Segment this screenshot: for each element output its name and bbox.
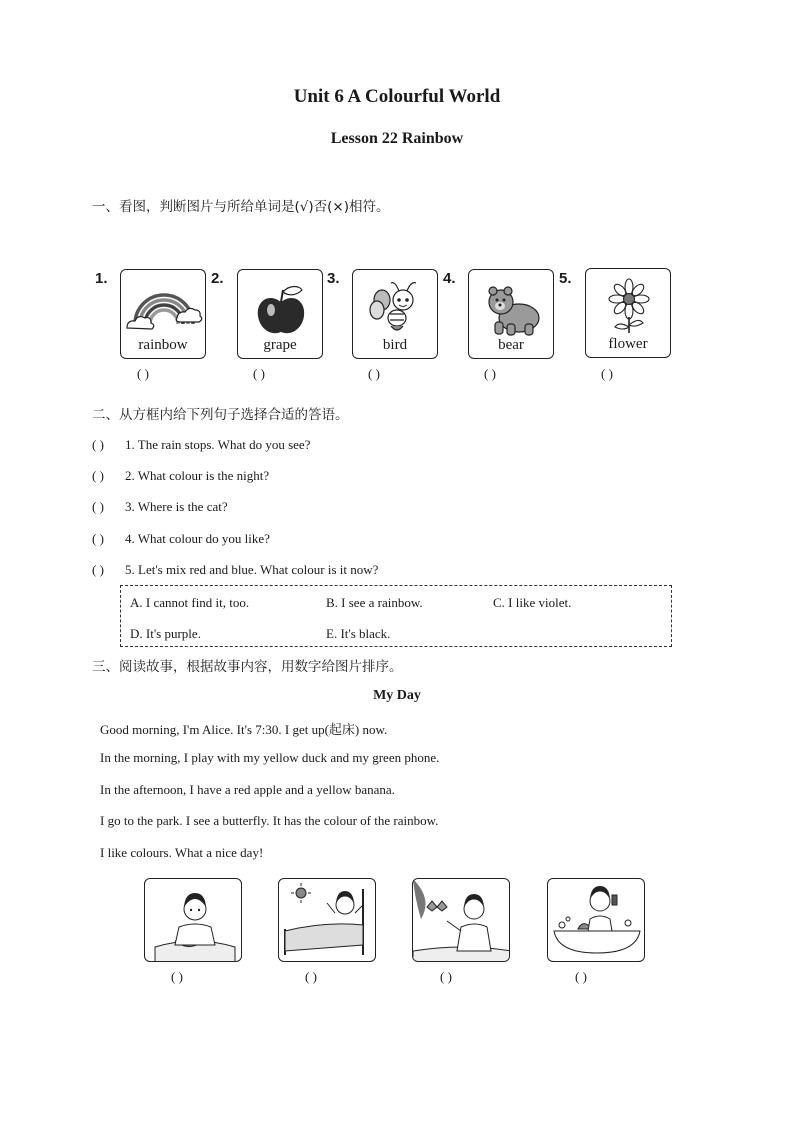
option-b: B. I see a rainbow. — [326, 595, 423, 610]
item-number: 4. — [443, 270, 456, 287]
option-a: A. I cannot find it, too. — [130, 595, 250, 610]
question-line — [92, 531, 270, 547]
scene-blank[interactable]: ( ) — [171, 969, 183, 984]
picture-word: grape — [263, 337, 297, 353]
picture-card-bear — [468, 269, 554, 359]
scene-picture — [144, 878, 242, 962]
item-number: 5. — [559, 270, 572, 287]
section1-heading: 一、看图，判断图片与所给单词是(√)否(×)相符。 — [92, 199, 390, 215]
picture-word: flower — [608, 336, 648, 352]
question-line — [92, 437, 310, 453]
answer-blank[interactable]: ( ) — [137, 366, 149, 381]
answer-blank[interactable]: ( ) — [601, 366, 613, 381]
picture-word: rainbow — [138, 337, 188, 353]
question-text: 3. Where is the cat? — [125, 499, 228, 514]
picture-word: bear — [498, 337, 524, 353]
option-c: C. I like violet. — [493, 595, 572, 610]
scene-blank[interactable]: ( ) — [440, 969, 452, 984]
girl-with-butterfly-icon — [413, 879, 510, 962]
picture-card-bird — [352, 269, 438, 359]
scene-blank[interactable]: ( ) — [575, 969, 587, 984]
item-number: 2. — [211, 270, 224, 287]
option-e: E. It's black. — [326, 626, 391, 641]
answer-blank[interactable]: ( ) — [92, 531, 104, 546]
girl-waking-up-in-bed-icon — [279, 879, 376, 962]
picture-card-grape — [237, 269, 323, 359]
section3-heading: 三、阅读故事，根据故事内容，用数字给图片排序。 — [92, 659, 403, 675]
scene-picture — [278, 878, 376, 962]
girl-playing-with-duck-and-phone-icon — [548, 879, 645, 962]
answer-blank[interactable]: ( ) — [368, 366, 380, 381]
girl-eating-banana-icon — [145, 879, 242, 962]
scene-blank[interactable]: ( ) — [305, 969, 317, 984]
scene-picture — [547, 878, 645, 962]
item-number: 3. — [327, 270, 340, 287]
item-number: 1. — [95, 270, 108, 287]
picture-card-flower — [585, 268, 671, 358]
question-line — [92, 562, 378, 578]
question-line — [92, 499, 228, 515]
section2-heading: 二、从方框内给下列句子选择合适的答语。 — [92, 407, 349, 423]
answer-blank[interactable]: ( ) — [92, 437, 104, 452]
picture-word: bird — [382, 337, 408, 353]
question-text: 1. The rain stops. What do you see? — [125, 437, 311, 452]
question-text: 2. What colour is the night? — [125, 468, 270, 483]
story-line: In the afternoon, I have a red apple and a yellow banana. — [100, 782, 395, 797]
answer-blank[interactable]: ( ) — [253, 366, 265, 381]
answer-blank[interactable]: ( ) — [92, 562, 104, 577]
story-title: My Day — [373, 688, 421, 703]
story-line: I like colours. What a nice day! — [100, 845, 264, 860]
answer-blank[interactable]: ( ) — [484, 366, 496, 381]
scene-picture — [412, 878, 510, 962]
lesson-title: Lesson 22 Rainbow — [330, 130, 464, 147]
answer-options-box — [120, 585, 672, 647]
story-line: In the morning, I play with my yellow duck and my green phone. — [100, 750, 440, 765]
story-line: Good morning, I'm Alice. It's 7:30. I get up(起床) now. — [100, 722, 388, 737]
answer-blank[interactable]: ( ) — [92, 499, 104, 514]
question-text: 4. What colour do you like? — [125, 531, 270, 546]
picture-card-rainbow — [120, 269, 206, 359]
question-line — [92, 468, 269, 484]
answer-blank[interactable]: ( ) — [92, 468, 104, 483]
unit-title: Unit 6 A Colourful World — [293, 86, 501, 107]
question-text: 5. Let's mix red and blue. What colour is it now? — [125, 562, 379, 577]
option-d: D. It's purple. — [130, 626, 201, 641]
story-line: I go to the park. I see a butterfly. It has the colour of the rainbow. — [100, 813, 439, 828]
